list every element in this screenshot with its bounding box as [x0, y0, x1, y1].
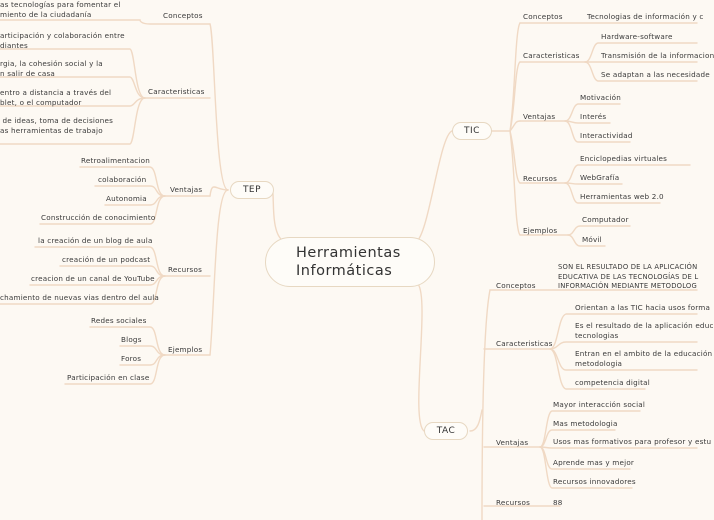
tac-caracteristicas-label[interactable]: Caracteristicas	[496, 339, 553, 348]
tic-caracteristicas-item-3[interactable]: Se adaptan a las necesidade	[601, 70, 710, 79]
tac-ventajas-item-5[interactable]: Recursos innovadores	[553, 477, 636, 486]
tic-recursos-label[interactable]: Recursos	[523, 174, 558, 183]
tac-caracteristicas-item-1[interactable]: Orientan a las TIC hacia usos forma	[575, 303, 711, 312]
tep-caracteristicas-item-4[interactable]: de ideas, toma de decisiones as herramientas de trabajo	[0, 116, 114, 135]
tep-caracteristicas-item-3[interactable]: entro a distancia a través del blet, o el computador	[0, 88, 112, 107]
tac-ventajas-item-1[interactable]: Mayor interacción social	[553, 400, 646, 409]
tep-recursos-item-3[interactable]: creacion de un canal de YouTube	[31, 274, 155, 283]
tic-caracteristicas-item-1[interactable]: Hardware-software	[601, 32, 673, 41]
tic-ventajas-label[interactable]: Ventajas	[523, 112, 556, 121]
tep-ventajas-label[interactable]: Ventajas	[170, 185, 203, 194]
tac-ventajas-item-3[interactable]: Usos mas formativos para profesor y estu	[553, 437, 712, 446]
link-tep-bus	[210, 24, 228, 190]
link-root-tic	[418, 131, 452, 240]
tic-caracteristicas-label[interactable]: Caracteristicas	[523, 51, 580, 60]
tep-ventajas-item-2[interactable]: colaboración	[98, 175, 147, 184]
tep-recursos-item-2[interactable]: creación de un podcast	[62, 255, 151, 264]
tac-caracteristicas-item-3[interactable]: Entran en el ambito de la educación metodologia	[575, 349, 713, 368]
tic-recursos-item-3[interactable]: Herramientas web 2.0	[580, 192, 664, 201]
root-topic[interactable]	[265, 237, 435, 287]
tic-ventajas-item-2[interactable]: Interés	[580, 112, 607, 121]
tac-caracteristicas-item-2[interactable]: Es el resultado de la aplicación educ tecnologias	[575, 321, 714, 340]
tac-caracteristicas-item-4[interactable]: competencia digital	[575, 378, 650, 387]
tep-ejemplos-item-3[interactable]: Foros	[121, 354, 142, 363]
tep-ejemplos-item-4[interactable]: Participación en clase	[67, 373, 150, 382]
tep-conceptos-label[interactable]: Conceptos	[163, 11, 203, 20]
tep-recursos-item-4[interactable]: chamiento de nuevas vias dentro del aula	[0, 293, 160, 302]
tep-caracteristicas-item-1[interactable]: articipación y colaboración entre diantes	[0, 31, 125, 50]
tep-caracteristicas-label[interactable]: Caracteristicas	[148, 87, 205, 96]
tep-ejemplos-item-2[interactable]: Blogs	[121, 335, 142, 344]
tic-caracteristicas-item-2[interactable]: Transmisión de la informacion	[601, 51, 714, 60]
tep-caracteristicas-item-2[interactable]: rgia, la cohesión social y la n salir de casa	[0, 59, 103, 78]
topic-tac[interactable]: TAC	[424, 422, 468, 440]
tep-ejemplos-label[interactable]: Ejemplos	[168, 345, 203, 354]
tep-recursos-label[interactable]: Recursos	[168, 265, 203, 274]
tic-recursos-item-1[interactable]: Enciclopedias virtuales	[580, 154, 668, 163]
tac-ventajas-label[interactable]: Ventajas	[496, 438, 529, 447]
tic-conceptos-item[interactable]: Tecnologias de información y c	[587, 12, 704, 21]
tic-ejemplos-item-2[interactable]: Móvil	[582, 235, 602, 244]
link-root-tep	[272, 190, 282, 240]
root-title: Herramientas Informáticas	[296, 245, 401, 279]
tac-ventajas-item-2[interactable]: Mas metodologia	[553, 419, 618, 428]
tep-ejemplos-item-1[interactable]: Redes sociales	[91, 316, 147, 325]
tac-conceptos-item[interactable]: SON EL RESULTADO DE LA APLICACIÓN EDUCATIVA DE LAS TECNOLOGÍAS DE L INFORMACIÓN MEDIANTE METODOLOG	[558, 263, 699, 290]
tic-ejemplos-label[interactable]: Ejemplos	[523, 226, 558, 235]
link-root-tac	[418, 284, 424, 431]
tep-ventajas-item-1[interactable]: Retroalimentacion	[81, 156, 151, 165]
tac-recursos-item[interactable]: 88	[553, 498, 563, 507]
tep-ventajas-item-4[interactable]: Construcción de conocimiento	[41, 213, 156, 222]
tep-ventajas-item-3[interactable]: Autonomia	[106, 194, 147, 203]
tep-recursos-item-1[interactable]: la creación de un blog de aula	[38, 236, 153, 245]
tic-recursos-item-2[interactable]: WebGrafía	[580, 173, 620, 182]
tic-ventajas-item-1[interactable]: Motivación	[580, 93, 621, 102]
tic-conceptos-label[interactable]: Conceptos	[523, 12, 563, 21]
topic-tic[interactable]: TIC	[452, 122, 492, 140]
tep-conceptos-item[interactable]: as tecnologías para fomentar el miento de la ciudadanía	[0, 0, 121, 19]
tac-ventajas-item-4[interactable]: Aprende mas y mejor	[553, 458, 635, 467]
tic-ventajas-item-3[interactable]: Interactividad	[580, 131, 633, 140]
tac-recursos-label[interactable]: Recursos	[496, 498, 531, 507]
tac-conceptos-label[interactable]: Conceptos	[496, 281, 536, 290]
tic-ejemplos-item-1[interactable]: Computador	[582, 215, 629, 224]
topic-tep[interactable]: TEP	[230, 181, 274, 199]
